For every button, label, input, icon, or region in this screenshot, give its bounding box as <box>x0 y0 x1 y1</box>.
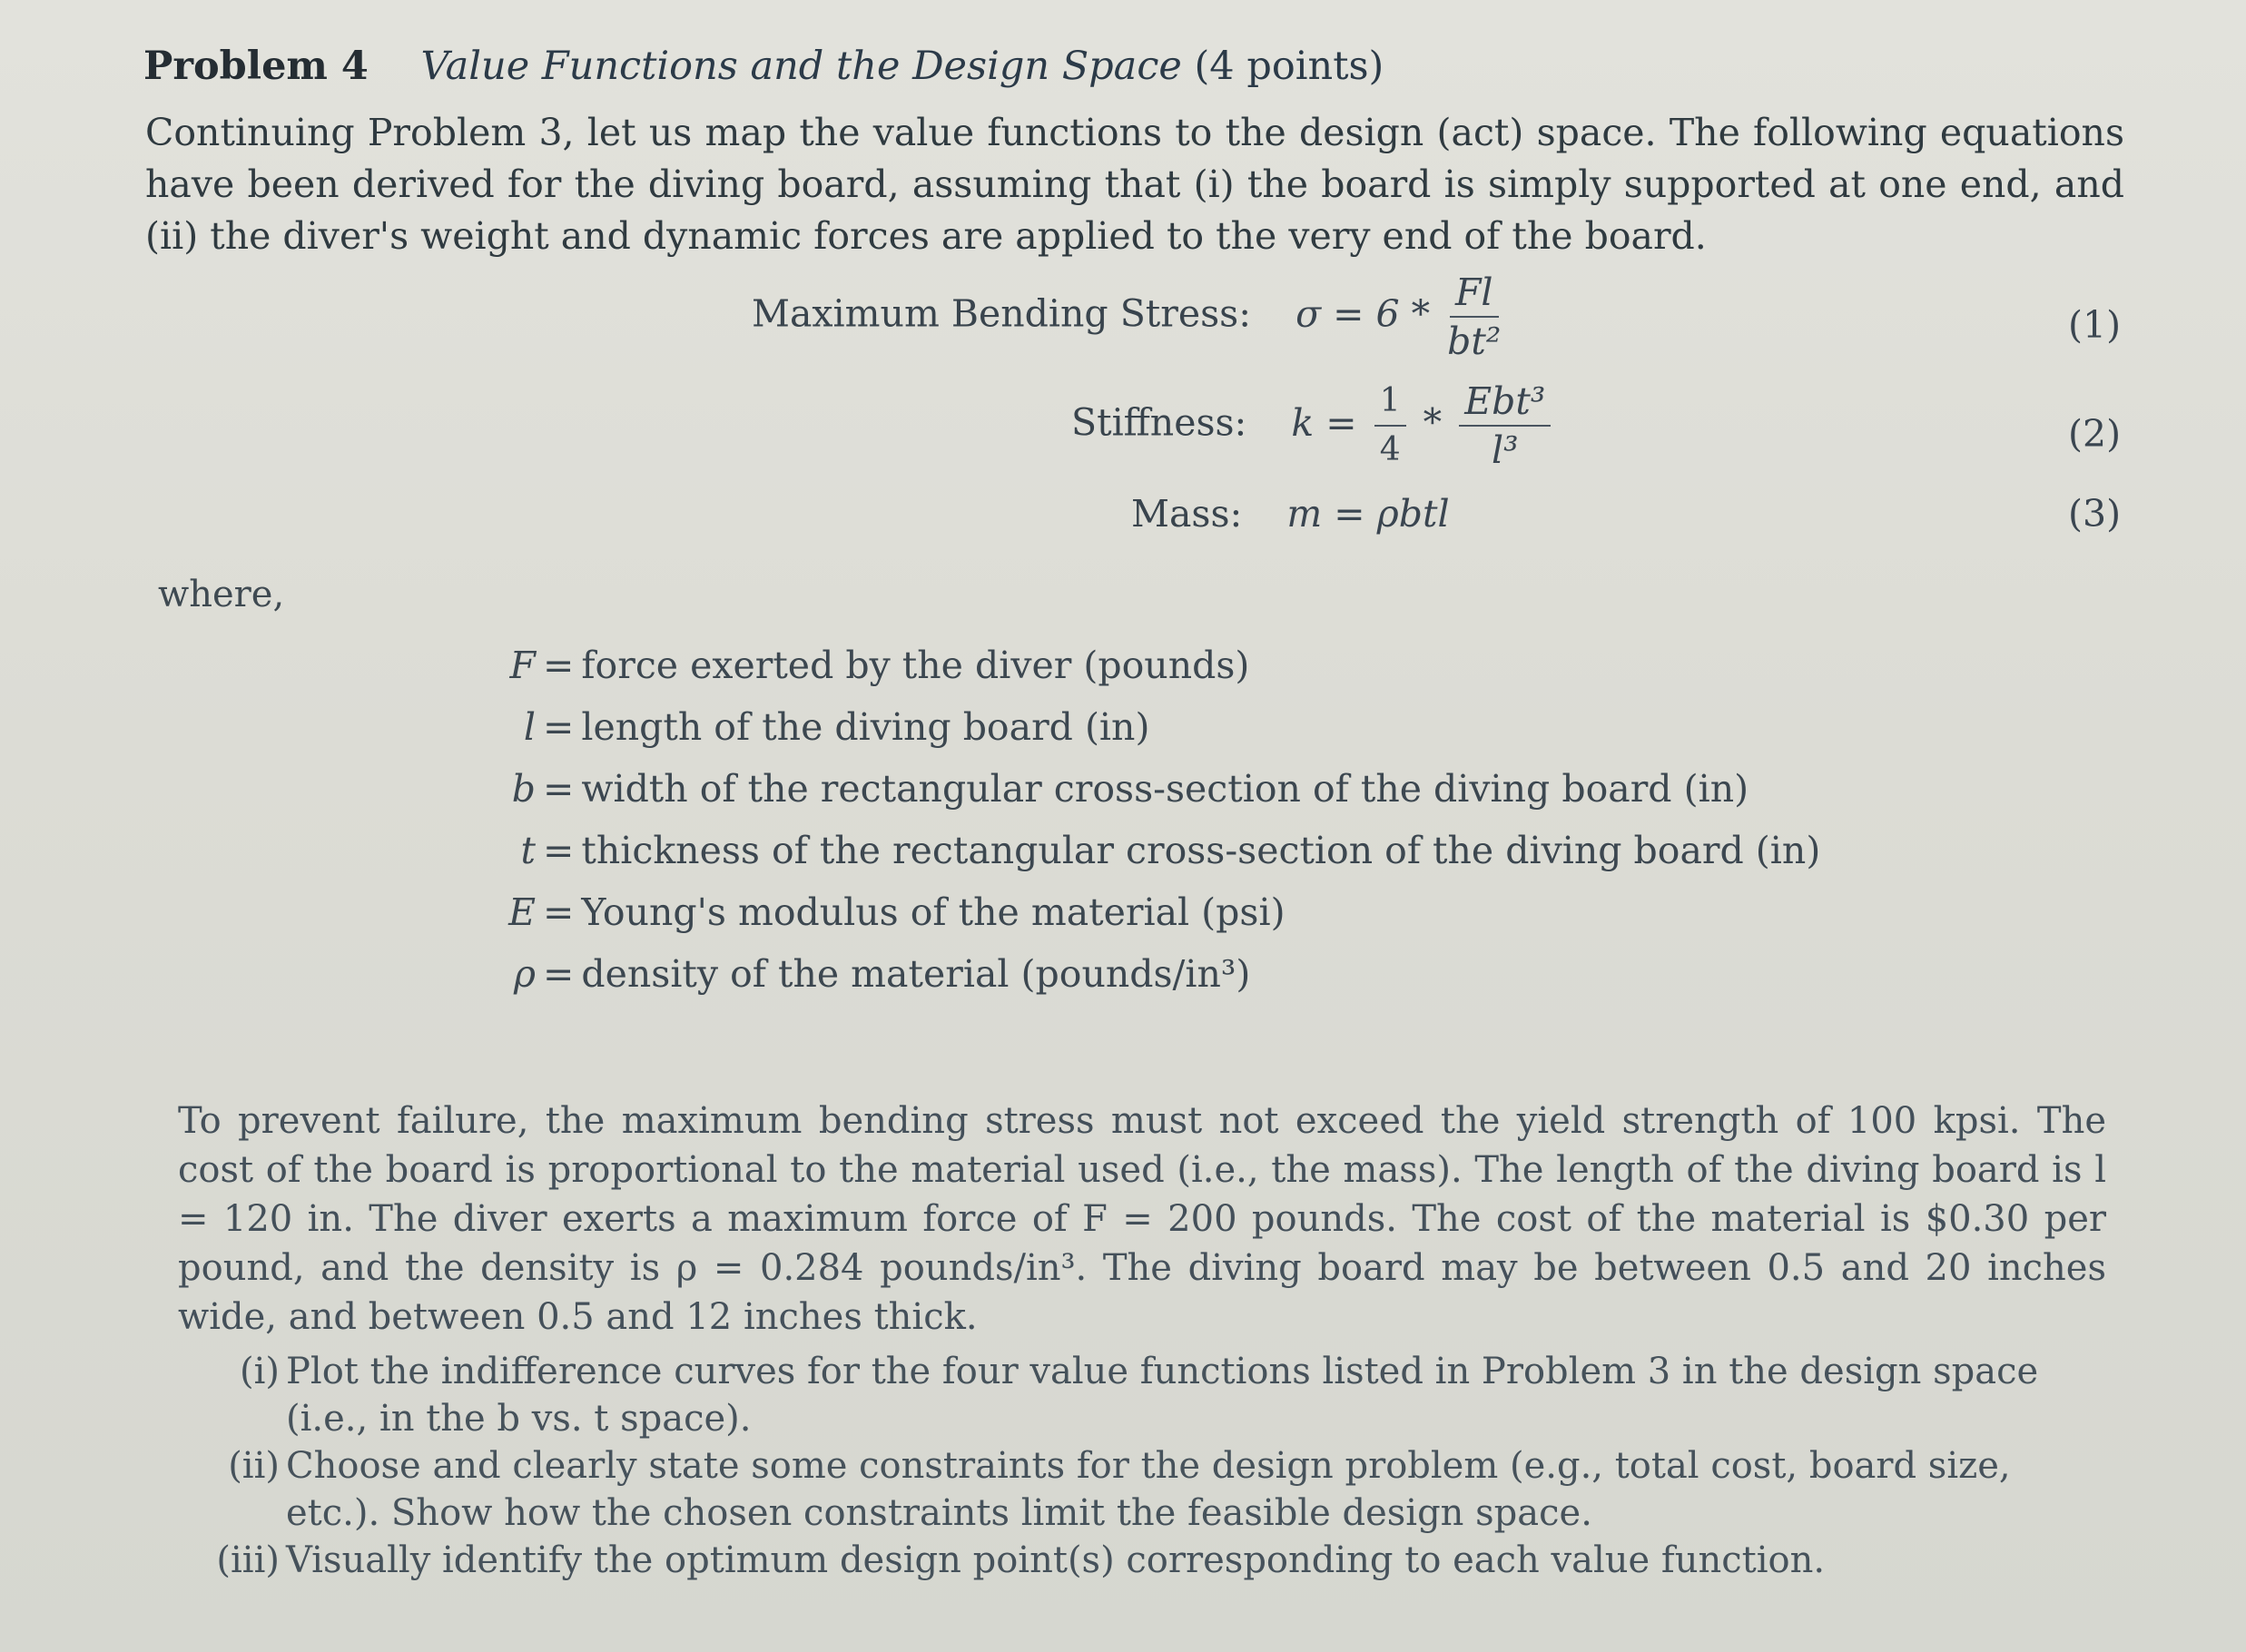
definition-row: F = force exerted by the diver (pounds) <box>490 640 1820 702</box>
task-marker: (i) <box>239 1351 280 1392</box>
intro-paragraph: Continuing Problem 3, let us map the value functions to the design (act) space. The following equations have been derived for the diving board, assuming that (i) the board is simply supported at one end, and (ii) the diver's weight and dynamic forces are applied to the very end of the board. <box>145 111 2124 258</box>
definition-text: thickness of the rectangular cross-section of the diving board (in) <box>581 829 1821 872</box>
definition-text: density of the material (pounds/in³) <box>581 952 1251 996</box>
constraints-paragraph: To prevent failure, the maximum bending stress must not exceed the yield strength of 100 kpsi. The cost of the board is proportional to the material used (i.e., the mass). The length of the diving board is l = 120 in. The diver exerts a maximum force of F = 200 pounds. The cost of the material is $0.30 per pound, and the density is ρ = 0.284 pounds/in³. The diving board may be between 0.5 and 20 inches wide, and between 0.5 and 12 inches thick. <box>178 1100 2106 1338</box>
definition-symbol: b <box>511 767 536 811</box>
problem-header <box>143 44 1384 89</box>
definition-text: width of the rectangular cross-section of the diving board (in) <box>581 767 1749 811</box>
equation-fraction <box>1447 272 1501 361</box>
equation-label: Mass: <box>1131 492 1243 536</box>
fraction-numerator: 1 <box>1374 381 1406 427</box>
equation-stiffness: Stiffness: k = $\frac{1}{4}$ * $\frac{\text{Ebt³}}{\text{l³}}$ <box>1071 381 1556 470</box>
definition-symbol: t <box>520 829 536 872</box>
equation-number: (3) <box>2068 492 2122 536</box>
definition-text: Young's modulus of the material (psi) <box>581 890 1286 934</box>
definition-row: ρ = density of the material (pounds/in³) <box>490 949 1820 1010</box>
equation-coefficient <box>1374 381 1406 470</box>
equation-label: Maximum Bending Stress: <box>752 291 1252 336</box>
equation-lhs: σ = 6 * <box>1295 291 1431 336</box>
equation-expression: m = ρbtl <box>1286 492 1450 536</box>
task-item <box>209 1537 2106 1584</box>
equation-number: (2) <box>2068 412 2122 456</box>
definition-row: t = thickness of the rectangular cross-section of the diving board (in) <box>490 825 1820 887</box>
task-item <box>209 1442 2106 1537</box>
equation-lhs: k = <box>1291 400 1357 445</box>
task-text: Choose and clearly state some constraints for the design problem (e.g., total cost, board size, etc.). Show how the chosen constraints limit the feasible design space. <box>286 1445 2011 1534</box>
definition-symbol: E <box>508 890 536 934</box>
definition-text: length of the diving board (in) <box>581 705 1150 749</box>
definition-row: b = width of the rectangular cross-section of the diving board (in) <box>490 763 1820 825</box>
fraction-denominator: 4 <box>1379 431 1401 468</box>
equation-bending-stress <box>752 272 1506 361</box>
task-item <box>209 1348 2106 1442</box>
fraction-denominator: l³ <box>1491 428 1519 472</box>
equation-number: (1) <box>2068 303 2122 347</box>
fraction-numerator: Ebt³ <box>1459 381 1551 427</box>
definition-symbol: F <box>509 644 536 687</box>
problem-points: (4 points) <box>1194 44 1384 89</box>
definitions-list <box>490 640 1820 1010</box>
fraction-numerator: Fl <box>1450 272 1499 318</box>
definition-row: E = Young's modulus of the material (psi) <box>490 887 1820 949</box>
task-text: Visually identify the optimum design point(s) corresponding to each value function. <box>286 1539 1826 1581</box>
equation-label: Stiffness: <box>1071 400 1247 445</box>
task-text: Plot the indifference curves for the four value functions listed in Problem 3 in the design space (i.e., in the b vs. t space). <box>286 1351 2039 1440</box>
task-marker: (iii) <box>216 1539 280 1581</box>
where-label: where, <box>158 574 285 615</box>
task-list <box>209 1348 2106 1584</box>
definition-text: force exerted by the diver (pounds) <box>581 644 1250 687</box>
fraction-denominator: bt² <box>1447 320 1502 363</box>
definition-symbol: l <box>523 705 536 749</box>
problem-number: Problem 4 <box>143 44 369 89</box>
problem-title: Value Functions and the Design Space <box>420 44 1182 89</box>
equation-mass <box>1131 492 1450 536</box>
definition-row: l = length of the diving board (in) <box>490 702 1820 763</box>
task-marker: (ii) <box>228 1445 280 1487</box>
definition-symbol: ρ <box>513 952 536 996</box>
equation-fraction <box>1459 381 1551 470</box>
